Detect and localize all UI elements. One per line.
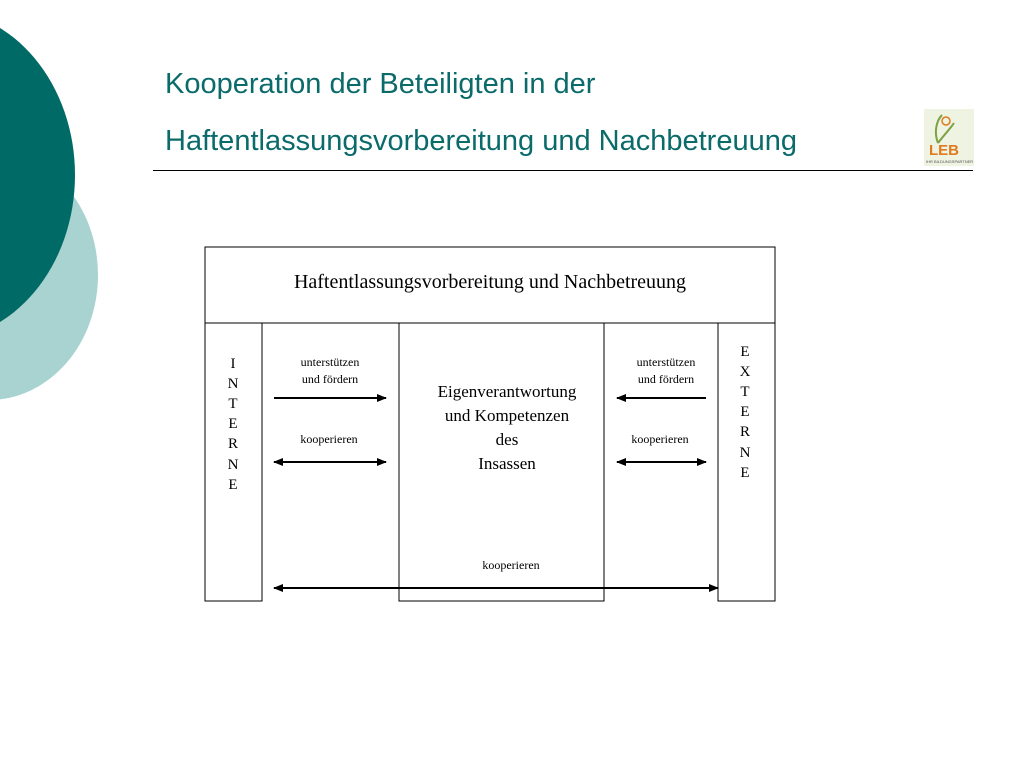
center-box-text (438, 382, 577, 473)
interne-letter: N (227, 457, 239, 473)
slide-title-line-1: Kooperation der Beteiligten in der (165, 68, 596, 100)
interne-letter: R (227, 436, 239, 452)
center-line: und Kompetenzen (444, 406, 570, 425)
interne-letter: N (227, 376, 239, 392)
header-label: Haftentlassungsvorbereitung und Nachbetreuung (293, 271, 687, 293)
slide-title-line-2: Haftentlassungsvorbereitung und Nachbetreuung (165, 125, 797, 157)
logo-text: LEB (929, 142, 959, 159)
center-line: des (495, 430, 519, 449)
left-support-label: unterstützen (300, 355, 360, 369)
externe-letter: X (739, 364, 751, 380)
externe-letter: N (739, 445, 751, 461)
interne-letters (228, 356, 239, 493)
externe-letters (740, 344, 751, 481)
left-support-label: und fördern (301, 372, 359, 386)
logo-subtext: IHR BILDUNGSPARTNER (926, 159, 974, 164)
externe-letter: E (740, 404, 750, 420)
externe-letter: E (740, 465, 750, 481)
left-cooperate-label: kooperieren (300, 432, 358, 446)
externe-letter: T (740, 384, 750, 400)
center-line: Insassen (478, 454, 536, 473)
center-line: Eigenverantwortung (437, 382, 577, 401)
interne-letter: I (230, 356, 236, 372)
interne-letter: E (228, 477, 238, 493)
interne-letter: T (228, 396, 238, 412)
bottom-cooperate-label: kooperieren (482, 558, 540, 572)
externe-letter: R (739, 424, 751, 440)
right-support-label: unterstützen (636, 355, 696, 369)
right-cooperate-label: kooperieren (631, 432, 689, 446)
interne-letter: E (228, 416, 238, 432)
externe-letter: E (740, 344, 750, 360)
right-support-label: und fördern (637, 372, 695, 386)
